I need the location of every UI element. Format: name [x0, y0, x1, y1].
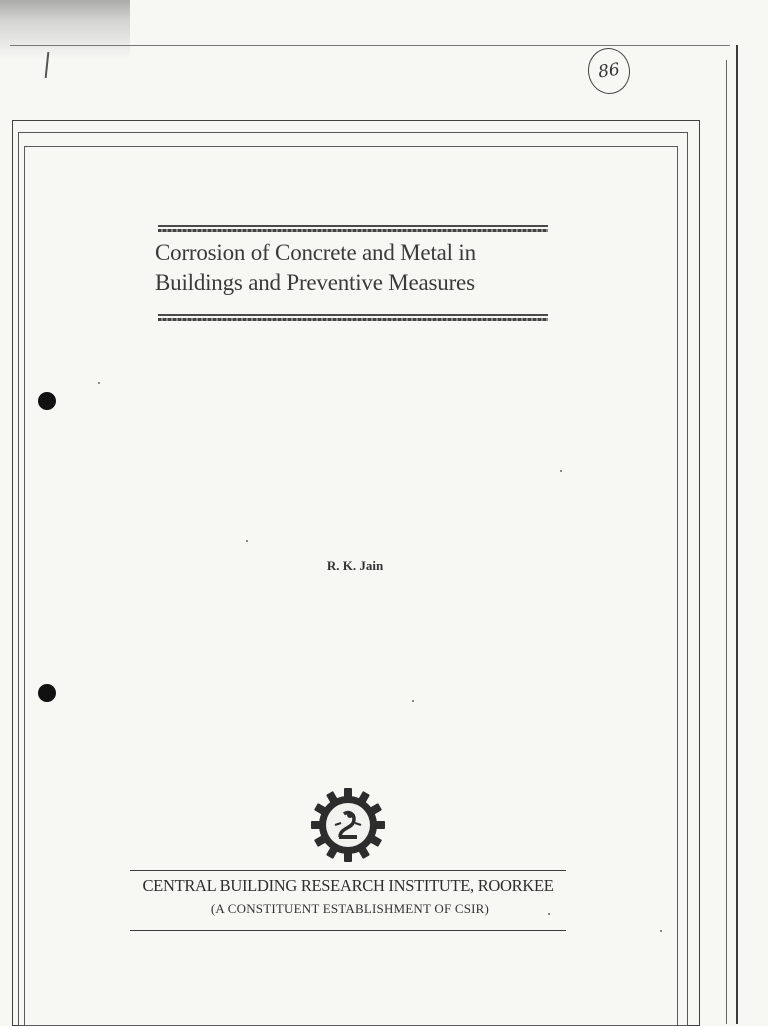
- scan-speck: [98, 382, 100, 384]
- scan-speck: [560, 470, 562, 472]
- punch-hole-bottom: [38, 684, 56, 702]
- csir-gear-emblem-icon: [310, 787, 386, 863]
- publisher-affiliation: (A CONSTITUENT ESTABLISHMENT OF CSIR): [210, 901, 490, 916]
- publisher-rule-bottom: [130, 930, 566, 931]
- scan-speck: [246, 540, 248, 542]
- stacked-page-edge-top: [10, 45, 730, 46]
- publisher-rule-top: [130, 870, 566, 871]
- scan-speck: [660, 930, 662, 932]
- document-title: [140, 238, 560, 298]
- scan-speck: [548, 913, 550, 915]
- author-name: R. K. Jain: [326, 558, 384, 573]
- scan-shadow: [0, 0, 130, 60]
- publisher-name: CENTRAL BUILDING RESEARCH INSTITUTE, ROORKEE: [142, 876, 554, 895]
- stacked-page-edge-right: [736, 45, 738, 1024]
- title-line-1: Corrosion of Concrete and Metal in: [155, 240, 476, 265]
- scan-speck: [412, 700, 414, 702]
- handwritten-page-number: 86: [585, 45, 633, 96]
- punch-hole-top: [38, 392, 56, 410]
- stacked-page-edge-right-inner: [726, 60, 727, 1024]
- title-line-2: Buildings and Preventive Measures: [155, 270, 475, 295]
- title-rule-top: [158, 225, 548, 232]
- title-rule-bottom: [158, 314, 548, 321]
